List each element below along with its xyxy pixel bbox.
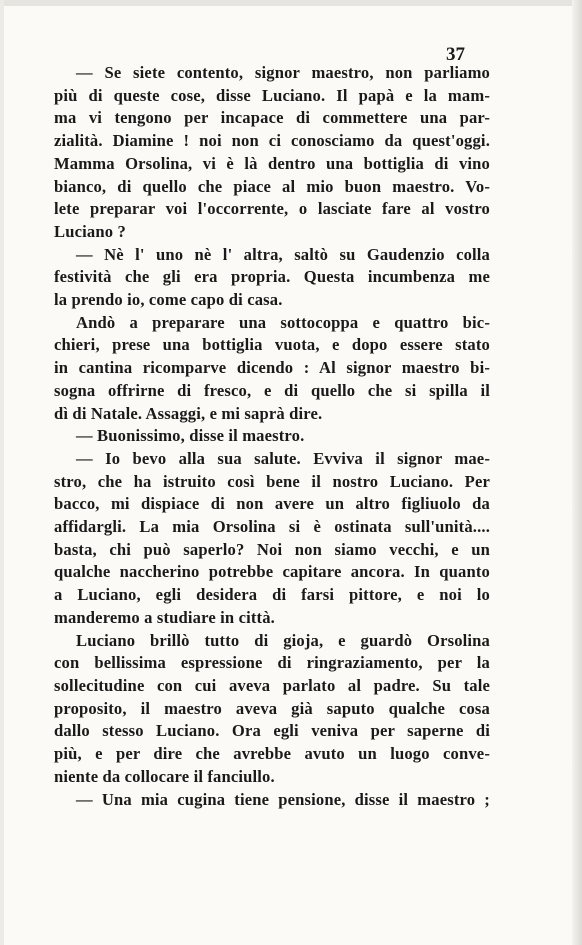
text-line: qualche naccherino potrebbe capitare ancora. In quanto: [54, 562, 490, 582]
text-line: Luciano brillò tutto di gioja, e guardò Orsolina: [76, 630, 490, 650]
text-line: manderemo a studiare in città.: [54, 607, 275, 627]
text-line: stro, che ha istruito così bene il nostro Luciano. Per: [54, 471, 490, 491]
text-line: — Nè l' uno nè l' altra, saltò su Gaudenzio colla: [76, 244, 490, 264]
text-line: — Una mia cugina tiene pensione, disse il maestro ;: [76, 789, 490, 809]
text-line: — Io bevo alla sua salute. Evviva il signor mae-: [76, 448, 490, 468]
text-line: bacco, mi dispiace di non avere un altro figliuolo da: [54, 494, 490, 514]
text-line: Luciano ?: [54, 221, 126, 241]
text-line: ma vi tengono per incapace di commettere una par-: [54, 108, 490, 128]
text-line: lete preparar voi l'occorrente, o lasciate fare al vostro: [54, 199, 490, 219]
body-text: [54, 62, 490, 811]
text-line: proposito, il maestro aveva già saputo qualche cosa: [54, 698, 490, 718]
text-line: sollecitudine con cui aveva parlato al padre. Su tale: [54, 675, 490, 695]
text-line: — Se siete contento, signor maestro, non parliamo: [76, 63, 490, 82]
text-line: festività che gli era propria. Questa incumbenza me: [54, 267, 490, 287]
text-line: in cantina ricomparve dicendo : Al signor maestro bi-: [54, 358, 490, 378]
text-line: — Buonissimo, disse il maestro.: [76, 426, 305, 446]
page-left-edge: [0, 0, 4, 945]
text-line: Andò a preparare una sottocoppa e quattro bic-: [76, 312, 490, 332]
text-line: Mamma Orsolina, vi è là dentro una bottiglia di vino: [54, 153, 490, 173]
text-line: niente da collocare il fanciullo.: [54, 766, 275, 786]
text-line: dallo stesso Luciano. Ora egli veniva per saperne di: [54, 721, 490, 741]
text-line: a Luciano, egli desidera di farsi pittore, e noi lo: [54, 585, 490, 605]
text-line: chieri, prese una bottiglia vuota, e dopo essere stato: [54, 335, 490, 355]
text-line: zialità. Diamine ! noi non ci conosciamo da quest'oggi.: [54, 131, 490, 151]
text-line: sogna offrirne di fresco, e di quello che si spilla il: [54, 380, 490, 400]
text-line: bianco, di quello che piace al mio buon maestro. Vo-: [54, 176, 490, 196]
text-line: più, e per dire che avrebbe avuto un luogo conve-: [54, 744, 490, 764]
text-line: dì di Natale. Assaggi, e mi saprà dire.: [54, 403, 323, 423]
text-line: più di queste cose, disse Luciano. Il papà e la mam-: [54, 85, 490, 105]
page-right-edge: [572, 0, 582, 945]
text-line: la prendo io, come capo di casa.: [54, 290, 283, 310]
text-line: basta, chi può saperlo? Noi non siamo vecchi, e un: [54, 539, 490, 559]
page-number: 37: [446, 44, 465, 65]
page-top-edge: [0, 0, 582, 6]
text-line: con bellissima espressione di ringraziamento, per la: [54, 653, 490, 673]
text-line: affidargli. La mia Orsolina si è ostinata sull'unità....: [54, 517, 490, 537]
